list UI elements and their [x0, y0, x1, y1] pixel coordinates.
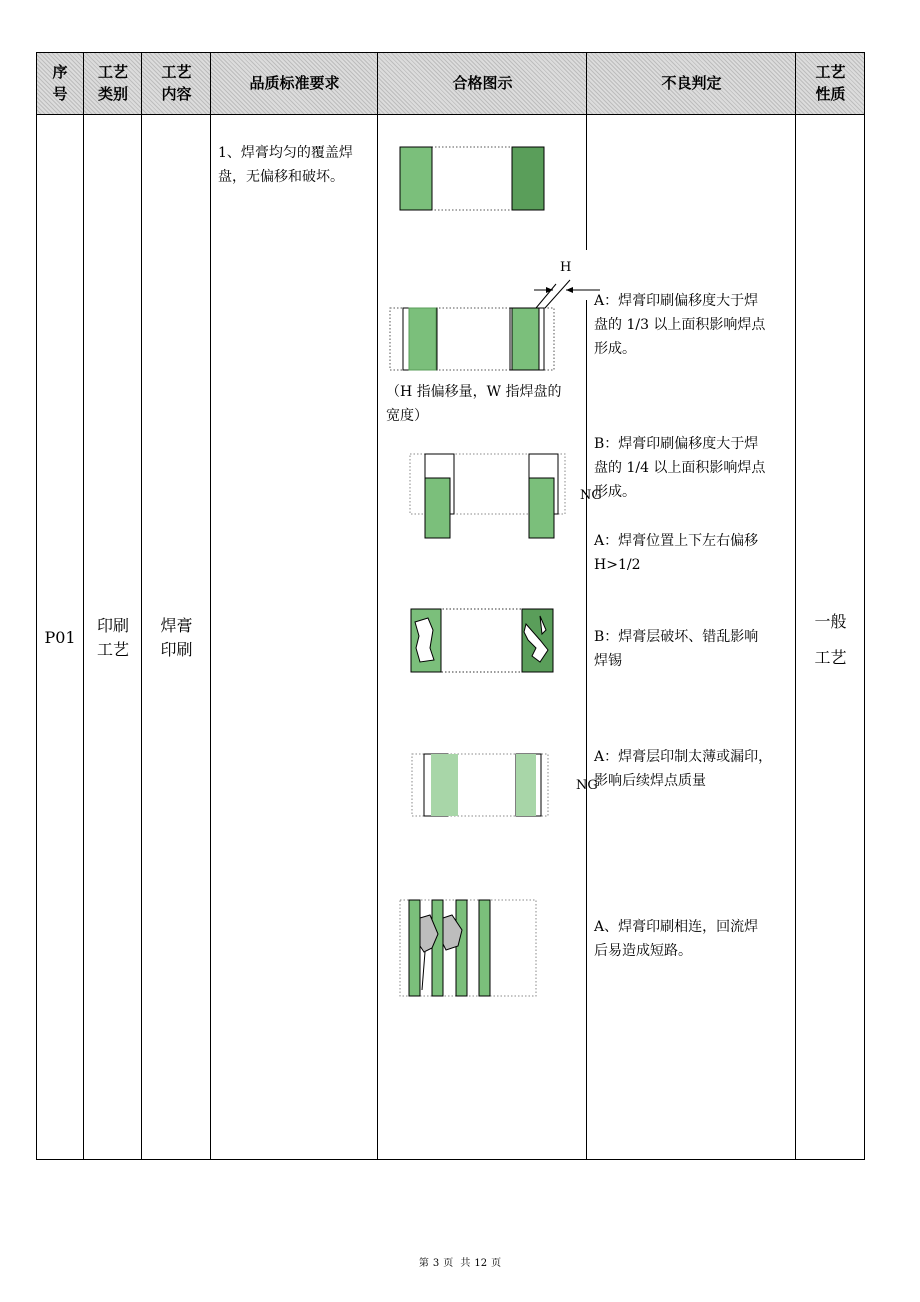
diagram-damaged	[411, 609, 553, 672]
ng-label-2: NG	[576, 778, 598, 793]
row-content: 焊膏 印刷	[160, 616, 193, 659]
header-seq: 序 号	[52, 63, 68, 103]
page-footer: 第 3 页 共 12 页	[418, 1258, 502, 1269]
ng-label-1: NG	[580, 488, 602, 503]
judgement-offset-1-4: B：焊膏印刷偏移度大于焊 盘的 1/4 以上面积影响焊点 形成。	[594, 436, 766, 500]
diagram-thin-print	[412, 754, 548, 816]
header-category: 工艺 类别	[97, 63, 128, 103]
judgement-too-thin: A：焊膏层印制太薄或漏印， 影响后续焊点质量	[594, 749, 773, 789]
judgement-layer-damaged: B：焊膏层破坏、错乱影响 焊锡	[594, 629, 759, 669]
header-nature: 工艺 性质	[815, 63, 846, 103]
header-content: 工艺 内容	[161, 63, 192, 103]
row-seq: P01	[44, 628, 76, 647]
diagram-offset-h	[390, 280, 600, 370]
diagram-note: （H 指偏移量，W 指焊盘的 宽度）	[386, 384, 562, 424]
diagram-bridging	[400, 900, 536, 996]
row-category: 印刷 工艺	[96, 616, 129, 659]
requirement-text: 1、焊膏均匀的覆盖焊 盘，无偏移和破坏。	[218, 145, 353, 185]
diagram-vertical-offset	[410, 454, 565, 538]
header-judgement: 不良判定	[661, 74, 722, 92]
h-label: H	[560, 260, 572, 275]
judgement-position-offset: A：焊膏位置上下左右偏移 H>1/2	[594, 533, 759, 573]
header-requirement: 品质标准要求	[249, 74, 340, 92]
header-diagram: 合格图示	[452, 74, 513, 92]
row-nature: 一般 工艺	[814, 612, 847, 667]
judgement-bridging: A、焊膏印刷相连，回流焊 后易造成短路。	[594, 919, 759, 959]
judgement-offset-1-3: A：焊膏印刷偏移度大于焊 盘的 1/3 以上面积影响焊点 形成。	[594, 293, 766, 357]
diagram-qualified	[400, 147, 544, 210]
